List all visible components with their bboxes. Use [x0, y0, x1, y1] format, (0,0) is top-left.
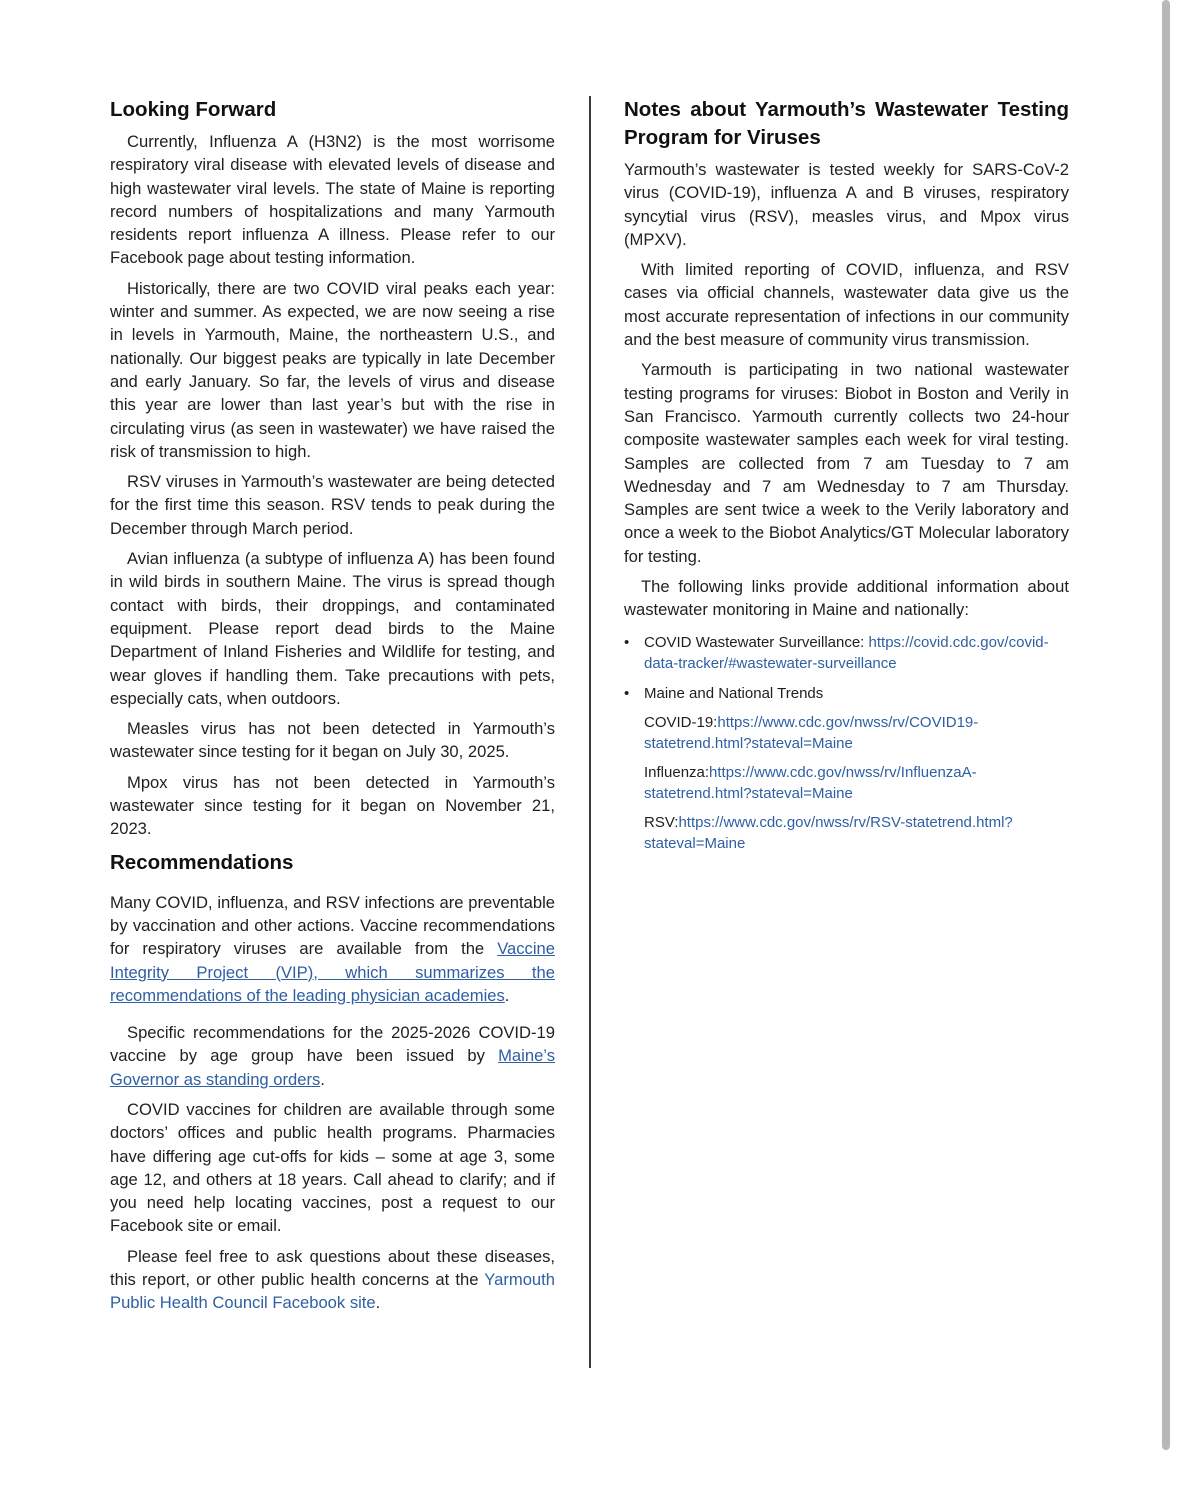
paragraph-rsv: RSV viruses in Yarmouth’s wastewater are being detected for the first time this season. RSV tends to peak during the December through March period.	[110, 472, 555, 538]
paragraph-national-programs: Yarmouth is participating in two national wastewater testing programs for viruses: Biobot in Boston and Verily in San Francisco. Yarmouth currently collects two 24-hour composite wastewater samples each week for viral testing. Samples are collected from 7 am Tuesday to 7 am Wednesday and 7 am Wednesday to 7 am Thursday. Samples are sent twice a week to the Verily laboratory and once a week to the Biobot Analytics/GT Molecular laboratory for testing.	[624, 360, 1069, 566]
column-divider	[589, 96, 591, 1368]
standing-orders-text: Specific recommendations for the 2025-2026 COVID-19 vaccine by age group have been issued by	[110, 1023, 555, 1066]
standing-orders-end: .	[320, 1069, 325, 1089]
trend-influenza	[624, 762, 1069, 804]
paragraph-measles: Measles virus has not been detected in Yarmouth’s wastewater since testing for it began on July 30, 2025.	[110, 719, 555, 762]
vaccine-text-end: .	[504, 985, 510, 1005]
bullet-dot: •	[624, 633, 630, 651]
paragraph-avian-influenza: Avian influenza (a subtype of influenza A) has been found in wild birds in southern Maine. The virus is spread though contact with birds, their droppings, and contaminated equipment. Please report dead birds to the Maine Department of Inland Fisheries and Wildlife for testing, and wear gloves if handling them. Take precautions with pets, especially cats, when outdoors.	[110, 549, 555, 708]
questions-end: .	[375, 1293, 381, 1313]
left-column	[110, 96, 555, 1315]
questions-text: Please feel free to ask questions about these diseases, this report, or other public health concerns at the	[110, 1246, 555, 1290]
paragraph-influenza: Currently, Influenza A (H3N2) is the most worrisome respiratory viral disease with elevated levels of disease and high wastewater viral levels. The state of Maine is reporting record numbers of hospitalizations and many Yarmouth residents report influenza A illness. Please refer to our Facebook page about testing information.	[110, 132, 555, 268]
wastewater-notes-heading: Notes about Yarmouth’s Wastewater Testing Program for Viruses	[624, 98, 1069, 149]
paragraph-questions	[110, 1245, 555, 1315]
paragraph-children-vaccines: COVID vaccines for children are available through some doctors’ offices and public health programs. Pharmacies have differing age cut-offs for kids – some at age 3, some age 12, and others at 18 years. Call ahead to clarify; and if you need help locating vaccines, post a request to our Facebook site or email.	[110, 1099, 555, 1236]
paragraph-standing-orders	[110, 1021, 555, 1091]
paragraph-limited-reporting: With limited reporting of COVID, influenza, and RSV cases via official channels, wastewater data give us the most accurate representation of infections in our community and the best measure of community virus transmission.	[624, 260, 1069, 350]
trend-rsv	[624, 812, 1069, 854]
vip-link[interactable]: Vaccine Integrity Project (VIP), which summarizes the recommendations of the leading physician academies	[110, 939, 555, 1005]
vertical-scrollbar[interactable]	[1162, 0, 1170, 1450]
bullet-dot: •	[624, 684, 630, 702]
governor-standing-orders-link[interactable]: Maine’s Governor as standing orders	[110, 1046, 555, 1089]
trend-label: Influenza:	[644, 763, 710, 781]
paragraph-vaccine-recommendations	[110, 891, 555, 1007]
paragraph-tested-weekly: Yarmouth’s wastewater is tested weekly for SARS-CoV-2 virus (COVID-19), influenza A and B viruses, respiratory syncytial virus (RSV), measles virus, and Mpox virus (MPXV).	[624, 160, 1069, 249]
vaccine-text: Many COVID, influenza, and RSV infections are preventable by vaccination and other actions. Vaccine recommendations for respiratory viruses are available from the	[110, 892, 555, 959]
trend-label: RSV:	[644, 813, 679, 831]
recommendations-heading: Recommendations	[110, 850, 294, 874]
paragraph-following-links: The following links provide additional information about wastewater monitoring in Maine and nationally:	[624, 577, 1069, 620]
right-column	[624, 96, 1069, 854]
looking-forward-heading: Looking Forward	[110, 98, 277, 121]
trend-covid19	[624, 712, 1069, 754]
paragraph-mpox: Mpox virus has not been detected in Yarmouth’s wastewater since testing for it began on November 21, 2023.	[110, 772, 555, 839]
influenza-trend-link[interactable]: https://www.cdc.gov/nwss/rv/InfluenzaA-statetrend.html?stateval=Maine	[644, 763, 977, 802]
bullet-label: Maine and National Trends	[644, 684, 824, 702]
bullet-label: COVID Wastewater Surveillance:	[644, 633, 869, 651]
paragraph-covid-peaks: Historically, there are two COVID viral peaks each year: winter and summer. As expected, we are now seeing a rise in levels in Yarmouth, Maine, the northeastern U.S., and nationally. Our biggest peaks are typically in late December and early January. So far, the levels of virus and disease this year are lower than last year’s but with the rise in circulating virus (as seen in wastewater) we have raised the risk of transmission to high.	[110, 278, 555, 461]
rsv-trend-link[interactable]: https://www.cdc.gov/nwss/rv/RSV-statetrend.html?stateval=Maine	[644, 813, 1013, 852]
bullet-maine-trends	[624, 683, 1069, 704]
trend-label: COVID-19:	[644, 713, 718, 731]
facebook-site-link[interactable]: Yarmouth Public Health Council Facebook site	[110, 1270, 555, 1313]
covid19-trend-link[interactable]: https://www.cdc.gov/nwss/rv/COVID19-statetrend.html?stateval=Maine	[644, 713, 979, 752]
covid-surveillance-link[interactable]: https://covid.cdc.gov/covid-data-tracker/#wastewater-surveillance	[644, 633, 1049, 672]
bullet-covid-surveillance	[624, 632, 1069, 674]
